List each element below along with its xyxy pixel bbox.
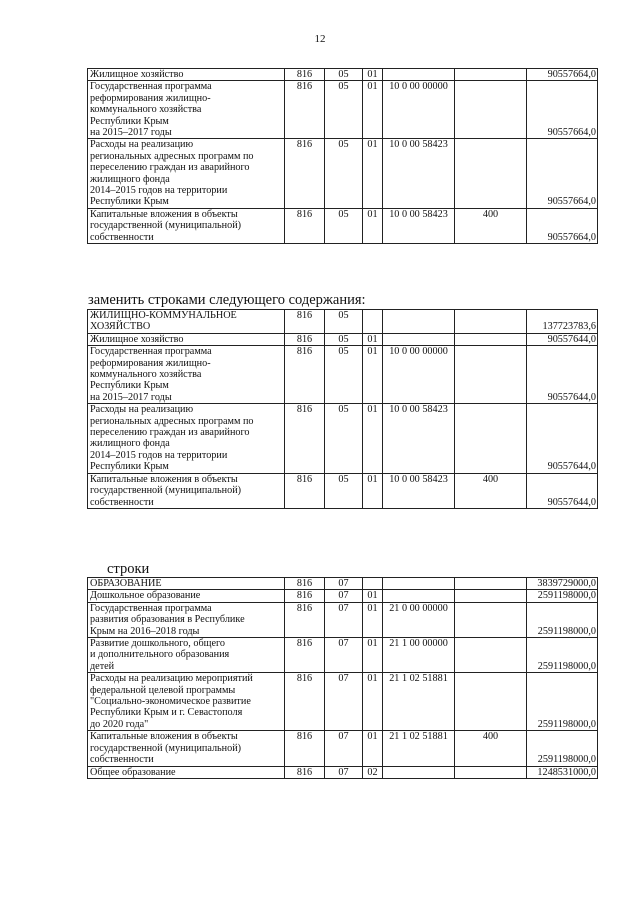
target-article-cell: 10 0 00 00000: [383, 81, 455, 139]
page-number: 12: [314, 33, 326, 45]
ministry-code-cell: 816: [285, 333, 325, 345]
expense-type-cell: [455, 673, 527, 731]
section-cell: 05: [325, 69, 363, 81]
subsection-cell: 01: [363, 590, 383, 602]
expense-type-cell: [455, 81, 527, 139]
row-name-cell: Капитальные вложения в объекты государственной (муниципальной) собственности: [88, 731, 285, 766]
ministry-code-cell: 816: [285, 208, 325, 243]
section-cell: 07: [325, 602, 363, 637]
expense-type-cell: [455, 578, 527, 590]
section-cell: 05: [325, 473, 363, 508]
ministry-code-cell: 816: [285, 473, 325, 508]
subsection-cell: 01: [363, 731, 383, 766]
budget-table-replacement: [87, 309, 598, 509]
row-name-cell: Капитальные вложения в объекты государственной (муниципальной) собственности: [88, 473, 285, 508]
row-name-cell: Дошкольное образование: [88, 590, 285, 602]
subsection-cell: 01: [363, 638, 383, 673]
target-article-cell: 10 0 00 58423: [383, 404, 455, 473]
target-article-cell: 10 0 00 58423: [383, 208, 455, 243]
row-name-cell: Государственная программа реформирования жилищно- коммунального хозяйства Республики Крым на 2015–2017 годы: [88, 81, 285, 139]
section-cell: 05: [325, 81, 363, 139]
target-article-cell: 21 0 00 00000: [383, 602, 455, 637]
row-name-cell: Государственная программа реформирования жилищно- коммунального хозяйства Республики Крым на 2015–2017 годы: [88, 346, 285, 404]
expense-type-cell: [455, 69, 527, 81]
target-article-cell: [383, 766, 455, 778]
table-row: [88, 638, 598, 673]
section-cell: 05: [325, 333, 363, 345]
target-article-cell: [383, 333, 455, 345]
expense-type-cell: 400: [455, 473, 527, 508]
amount-cell: 2591198000,0: [527, 673, 598, 731]
subsection-cell: [363, 310, 383, 334]
target-article-cell: 21 1 02 51881: [383, 731, 455, 766]
amount-cell: 2591198000,0: [527, 638, 598, 673]
table-row: [88, 673, 598, 731]
rows-caption: строки: [107, 561, 150, 577]
section-cell: 07: [325, 590, 363, 602]
expense-type-cell: [455, 590, 527, 602]
target-article-cell: 10 0 00 00000: [383, 346, 455, 404]
amount-cell: 90557664,0: [527, 81, 598, 139]
row-name-cell: Государственная программа развития образования в Республике Крым на 2016–2018 годы: [88, 602, 285, 637]
expense-type-cell: 400: [455, 731, 527, 766]
row-name-cell: Капитальные вложения в объекты государственной (муниципальной) собственности: [88, 208, 285, 243]
subsection-cell: 02: [363, 766, 383, 778]
row-name-cell: Расходы на реализацию региональных адресных программ по переселению граждан из аварийного жилищного фонда 2014–2015 годов на территории Республики Крым: [88, 139, 285, 208]
ministry-code-cell: 816: [285, 81, 325, 139]
subsection-cell: 01: [363, 404, 383, 473]
table-row: [88, 208, 598, 243]
expense-type-cell: [455, 333, 527, 345]
table-row: [88, 766, 598, 778]
ministry-code-cell: 816: [285, 139, 325, 208]
expense-type-cell: [455, 139, 527, 208]
subsection-cell: 01: [363, 346, 383, 404]
subsection-cell: 01: [363, 673, 383, 731]
section-cell: 05: [325, 139, 363, 208]
target-article-cell: 10 0 00 58423: [383, 139, 455, 208]
expense-type-cell: [455, 766, 527, 778]
target-article-cell: 10 0 00 58423: [383, 473, 455, 508]
ministry-code-cell: 816: [285, 731, 325, 766]
amount-cell: 3839729000,0: [527, 578, 598, 590]
target-article-cell: [383, 310, 455, 334]
amount-cell: 90557644,0: [527, 333, 598, 345]
ministry-code-cell: 816: [285, 69, 325, 81]
amount-cell: 2591198000,0: [527, 602, 598, 637]
table-row: [88, 310, 598, 334]
row-name-cell: Общее образование: [88, 766, 285, 778]
row-name-cell: ОБРАЗОВАНИЕ: [88, 578, 285, 590]
subsection-cell: 01: [363, 69, 383, 81]
target-article-cell: [383, 590, 455, 602]
table-row: [88, 731, 598, 766]
section-cell: 05: [325, 346, 363, 404]
ministry-code-cell: 816: [285, 346, 325, 404]
subsection-cell: 01: [363, 473, 383, 508]
expense-type-cell: [455, 310, 527, 334]
ministry-code-cell: 816: [285, 766, 325, 778]
section-cell: 07: [325, 766, 363, 778]
subsection-cell: 01: [363, 81, 383, 139]
section-cell: 05: [325, 208, 363, 243]
ministry-code-cell: 816: [285, 638, 325, 673]
budget-table-education: [87, 577, 598, 779]
amount-cell: 90557664,0: [527, 69, 598, 81]
table-row: [88, 404, 598, 473]
table-row: [88, 602, 598, 637]
expense-type-cell: [455, 346, 527, 404]
target-article-cell: [383, 578, 455, 590]
amount-cell: 2591198000,0: [527, 731, 598, 766]
amount-cell: 90557664,0: [527, 139, 598, 208]
table-row: [88, 69, 598, 81]
ministry-code-cell: 816: [285, 673, 325, 731]
ministry-code-cell: 816: [285, 404, 325, 473]
section-cell: 07: [325, 638, 363, 673]
subsection-cell: 01: [363, 602, 383, 637]
row-name-cell: Жилищное хозяйство: [88, 333, 285, 345]
expense-type-cell: 400: [455, 208, 527, 243]
target-article-cell: 21 1 00 00000: [383, 638, 455, 673]
target-article-cell: 21 1 02 51881: [383, 673, 455, 731]
expense-type-cell: [455, 602, 527, 637]
expense-type-cell: [455, 638, 527, 673]
table-row: [88, 473, 598, 508]
amount-cell: 90557644,0: [527, 404, 598, 473]
table-row: [88, 346, 598, 404]
budget-table-original: [87, 68, 598, 244]
amount-cell: 137723783,6: [527, 310, 598, 334]
ministry-code-cell: 816: [285, 602, 325, 637]
section-cell: 07: [325, 673, 363, 731]
table-row: [88, 333, 598, 345]
amount-cell: 90557644,0: [527, 473, 598, 508]
row-name-cell: Расходы на реализацию региональных адресных программ по переселению граждан из аварийного жилищного фонда 2014–2015 годов на территории Республики Крым: [88, 404, 285, 473]
section-cell: 05: [325, 404, 363, 473]
amount-cell: 1248531000,0: [527, 766, 598, 778]
table-row: [88, 81, 598, 139]
table-row: [88, 590, 598, 602]
subsection-cell: 01: [363, 208, 383, 243]
section-cell: 05: [325, 310, 363, 334]
replacement-caption: заменить строками следующего содержания:: [88, 292, 366, 308]
ministry-code-cell: 816: [285, 310, 325, 334]
row-name-cell: Жилищное хозяйство: [88, 69, 285, 81]
expense-type-cell: [455, 404, 527, 473]
subsection-cell: [363, 578, 383, 590]
row-name-cell: Развитие дошкольного, общего и дополнительного образования детей: [88, 638, 285, 673]
table-row: [88, 578, 598, 590]
amount-cell: 90557644,0: [527, 346, 598, 404]
section-cell: 07: [325, 731, 363, 766]
amount-cell: 2591198000,0: [527, 590, 598, 602]
ministry-code-cell: 816: [285, 578, 325, 590]
amount-cell: 90557664,0: [527, 208, 598, 243]
row-name-cell: Расходы на реализацию мероприятий федеральной целевой программы "Социально-экономическое развитие Республики Крым и г. Севастополя до 2020 года": [88, 673, 285, 731]
target-article-cell: [383, 69, 455, 81]
row-name-cell: ЖИЛИЩНО-КОММУНАЛЬНОЕ ХОЗЯЙСТВО: [88, 310, 285, 334]
section-cell: 07: [325, 578, 363, 590]
ministry-code-cell: 816: [285, 590, 325, 602]
subsection-cell: 01: [363, 333, 383, 345]
table-row: [88, 139, 598, 208]
subsection-cell: 01: [363, 139, 383, 208]
